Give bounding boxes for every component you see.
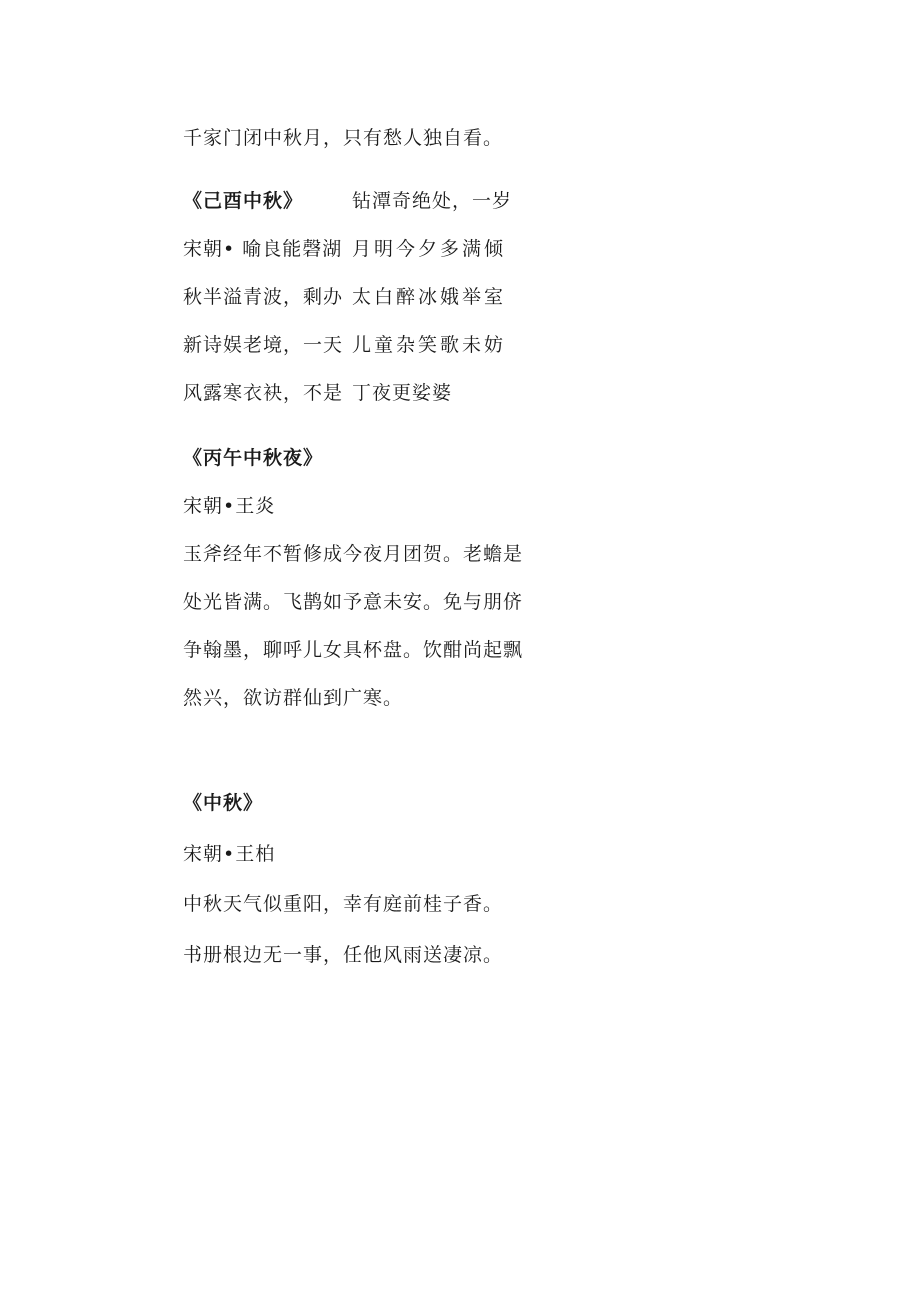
poem-line-right: 太白醉冰娥举室 [352,286,507,308]
poem-line: 书册根边无一事，任他风雨送凄凉。 [183,944,504,966]
poem-line-right: 月明今夕多满倾 [352,238,507,260]
poem-line: 争翰墨，聊呼儿女具杯盘。饮酣尚起飘 [183,639,524,661]
poem-author: 宋朝•王柏 [183,843,276,865]
poem-line-left: 新诗娱老境，一天 [183,334,344,356]
poem-line-left: 风露寒衣袂，不是 [183,382,344,404]
poem-line: 处光皆满。飞鹊如予意未安。免与朋侪 [183,591,524,613]
poem-line-right: 丁夜更娑婆 [352,382,453,404]
poem-author: 宋朝•王炎 [183,495,276,517]
poem-line-right: 钻潭奇绝处，一岁 [352,190,513,212]
poem-title: 《中秋》 [183,792,264,814]
poem-line: 然兴，欲访群仙到广寒。 [183,687,404,709]
poem-line: 千家门闭中秋月，只有愁人独自看。 [183,127,504,149]
poem-line-right: 儿童杂笑歌未妨 [352,334,507,356]
poem-line: 玉斧经年不暂修成今夜月团贺。老蟾是 [183,543,524,565]
poem-line-left: 秋半溢青波，剩办 [183,286,344,308]
poem-line: 中秋天气似重阳，幸有庭前桂子香。 [183,893,504,915]
poem-line-left: 宋朝• 喻良能磬湖 [183,238,343,260]
poem-title: 《己酉中秋》 [183,190,304,212]
poem-title: 《丙午中秋夜》 [183,447,324,469]
